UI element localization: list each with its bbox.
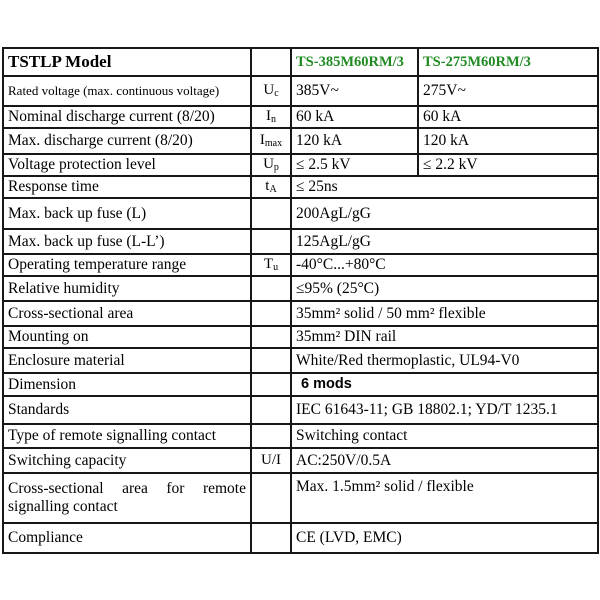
- table-row: [3, 348, 598, 373]
- spec-label-cell: Nominal discharge current (8/20): [3, 106, 251, 128]
- spec-value-cell-b: 120 kA: [418, 128, 598, 154]
- symbol-sub: p: [273, 162, 279, 174]
- spec-label-cell: Max. back up fuse (L): [3, 198, 251, 229]
- spec-value-cell-b: 275V~: [418, 76, 598, 106]
- spec-label-cell: Enclosure material: [3, 348, 251, 373]
- spec-symbol-cell: [251, 276, 291, 301]
- symbol-base: t: [265, 178, 270, 195]
- spec-symbol-cell: [251, 176, 291, 198]
- symbol-base: T: [263, 256, 274, 273]
- spec-label-cell: Compliance: [3, 523, 251, 553]
- table-row: [3, 448, 598, 473]
- spec-label-cell: Mounting on: [3, 326, 251, 348]
- spec-value-cell: White/Red thermoplastic, UL94-V0: [291, 348, 598, 373]
- spec-symbol-cell: [251, 373, 291, 396]
- spec-symbol-cell: [251, 106, 291, 128]
- table-row: [3, 424, 598, 448]
- spec-symbol-cell: [251, 424, 291, 448]
- model-b-header: TS-275M60RM/3: [418, 48, 598, 76]
- spec-value-cell: 6 mods: [291, 373, 598, 396]
- spec-symbol-cell: [251, 128, 291, 154]
- table-row: [3, 301, 598, 326]
- spec-value-cell: AC:250V/0.5A: [291, 448, 598, 473]
- spec-symbol-cell: [251, 326, 291, 348]
- spec-label-cell: Max. discharge current (8/20): [3, 128, 251, 154]
- spec-label-cell: Cross-sectional area for remote signalling contact: [3, 473, 251, 523]
- table-row: [3, 326, 598, 348]
- spec-value-cell: ≤ 25ns: [291, 176, 598, 198]
- spec-symbol-cell: [251, 448, 291, 473]
- spec-value-cell-a: ≤ 2.5 kV: [291, 154, 418, 176]
- spec-symbol-cell: [251, 301, 291, 326]
- spec-value-cell-a: 385V~: [291, 76, 418, 106]
- spec-value-cell-b: 60 kA: [418, 106, 598, 128]
- spec-value-cell: 35mm² solid / 50 mm² flexible: [291, 301, 598, 326]
- spec-label-cell: Standards: [3, 396, 251, 424]
- table-row: [3, 76, 598, 106]
- spec-symbol-cell: [251, 473, 291, 523]
- table-row: [3, 396, 598, 424]
- table-row: [3, 473, 598, 523]
- model-a-header: TS-385M60RM/3: [291, 48, 418, 76]
- spec-label-cell: Operating temperature range: [3, 254, 251, 276]
- spec-value-cell: Switching contact: [291, 424, 598, 448]
- spec-value-cell: ≤95% (25°C): [291, 276, 598, 301]
- table-row: [3, 128, 598, 154]
- spec-label-cell: Dimension: [3, 373, 251, 396]
- symbol-sub: u: [273, 262, 279, 274]
- spec-label-cell: Relative humidity: [3, 276, 251, 301]
- spec-symbol-cell: [251, 396, 291, 424]
- spec-symbol-cell: [251, 523, 291, 553]
- spec-symbol-cell: [251, 254, 291, 276]
- header-row: [3, 48, 598, 76]
- symbol-base: U: [263, 82, 275, 99]
- spec-symbol-cell: [251, 154, 291, 176]
- spec-label-cell: Cross-sectional area: [3, 301, 251, 326]
- spec-value-cell: 200AgL/gG: [291, 198, 598, 229]
- spec-symbol-cell: [251, 48, 291, 76]
- spec-value-cell: CE (LVD, EMC): [291, 523, 598, 553]
- symbol-base: I: [266, 108, 271, 125]
- spec-label-cell: Response time: [3, 176, 251, 198]
- symbol-base: U/I: [261, 451, 281, 468]
- spec-label-cell: Switching capacity: [3, 448, 251, 473]
- symbol-base: I: [259, 132, 265, 149]
- table-row: [3, 373, 598, 396]
- spec-value-cell: -40°C...+80°C: [291, 254, 598, 276]
- symbol-base: U: [263, 156, 274, 173]
- spec-value-cell-a: 120 kA: [291, 128, 418, 154]
- spec-symbol-cell: [251, 348, 291, 373]
- table-row: [3, 154, 598, 176]
- table-row: [3, 229, 598, 254]
- table-title: TSTLP Model: [3, 48, 251, 76]
- table-row: [3, 254, 598, 276]
- spec-value-cell-b: ≤ 2.2 kV: [418, 154, 598, 176]
- spec-label-cell: Rated voltage (max. continuous voltage): [3, 76, 251, 106]
- symbol-sub: A: [269, 184, 277, 196]
- spec-value-cell: 35mm² DIN rail: [291, 326, 598, 348]
- spec-table: [2, 47, 599, 554]
- symbol-sub: c: [274, 88, 279, 100]
- symbol-sub: max: [264, 138, 283, 150]
- table-row: [3, 176, 598, 198]
- spec-symbol-cell: [251, 198, 291, 229]
- spec-label-cell: Max. back up fuse (L-L’): [3, 229, 251, 254]
- symbol-sub: n: [271, 114, 276, 126]
- table-row: [3, 523, 598, 553]
- spec-value-cell: 125AgL/gG: [291, 229, 598, 254]
- table-row: [3, 198, 598, 229]
- spec-symbol-cell: [251, 76, 291, 106]
- spec-value-cell: Max. 1.5mm² solid / flexible: [291, 473, 598, 523]
- spec-value-cell-a: 60 kA: [291, 106, 418, 128]
- spec-symbol-cell: [251, 229, 291, 254]
- spec-value-cell: IEC 61643-11; GB 18802.1; YD/T 1235.1: [291, 396, 598, 424]
- spec-label-cell: Type of remote signalling contact: [3, 424, 251, 448]
- table-row: [3, 276, 598, 301]
- table-row: [3, 106, 598, 128]
- spec-label-cell: Voltage protection level: [3, 154, 251, 176]
